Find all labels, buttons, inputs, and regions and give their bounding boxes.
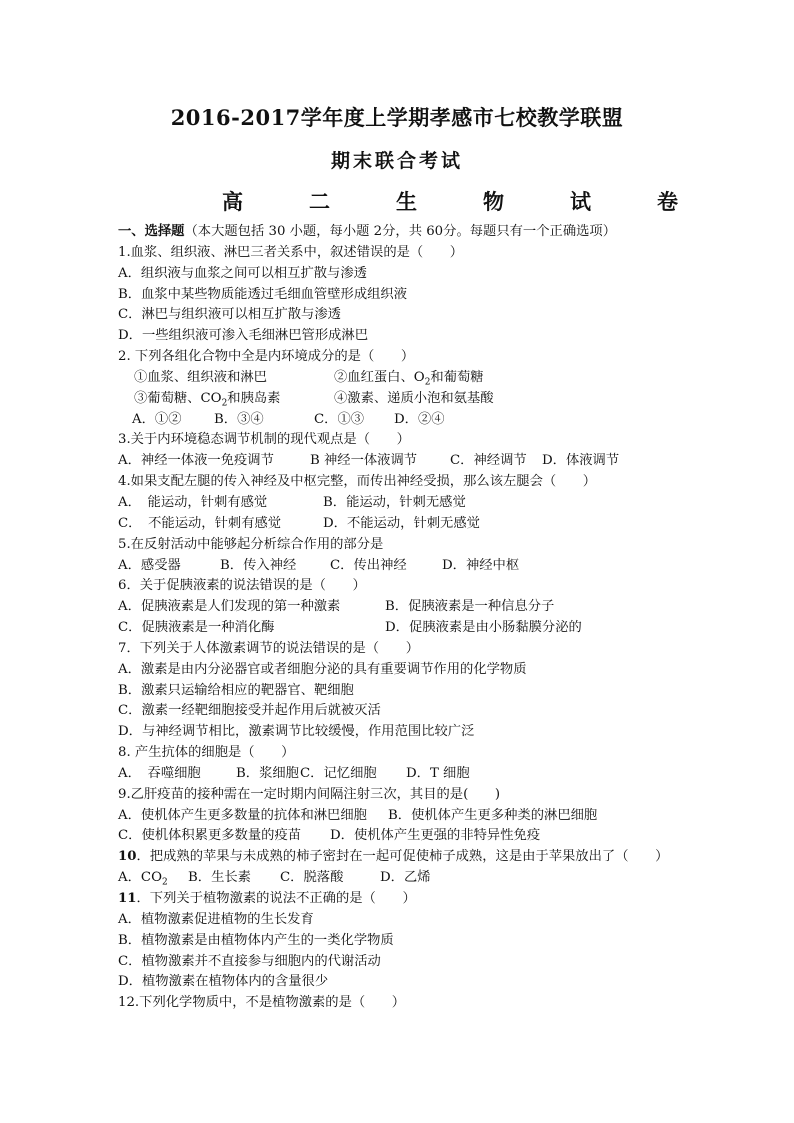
option-a: A．使机体产生更多数量的抗体和淋巴细胞 bbox=[118, 807, 367, 823]
question-stem: 7．下列关于人体激素调节的说法错误的是（ ） bbox=[118, 640, 419, 656]
options-row bbox=[118, 764, 678, 785]
options-row bbox=[118, 597, 678, 618]
options-row bbox=[118, 410, 678, 431]
option-d: D．体液调节 bbox=[542, 453, 620, 469]
option-d: D．使机体产生更强的非特异性免疫 bbox=[330, 828, 541, 844]
subject-char: 卷 bbox=[657, 189, 678, 214]
question-stem: 1.血浆、组织液、淋巴三者关系中，叙述错误的是（ ） bbox=[118, 244, 464, 260]
exam-subject-title bbox=[222, 186, 678, 216]
option-a: A．神经一体液一免疫调节 bbox=[118, 453, 274, 469]
question-number: 11 bbox=[118, 891, 137, 906]
option-c: C．植物激素并不直接参与细胞内的代谢活动 bbox=[118, 953, 381, 969]
option-d: D．不能运动，针刺无感觉 bbox=[323, 515, 480, 531]
option-a: A．组织液与血浆之间可以相互扩散与渗透 bbox=[118, 265, 367, 281]
question-stem: 5.在反射活动中能够起分析综合作用的部分是 bbox=[118, 536, 384, 552]
question-stem: 12.下列化学物质中，不是植物激素的是（ ） bbox=[118, 995, 406, 1011]
option-b: B．植物激素是由植物体内产生的一类化学物质 bbox=[118, 932, 394, 948]
question-stem: 11．下列关于植物激素的说法不正确的是（ ） bbox=[118, 891, 416, 906]
option-d: D．与神经调节相比，激素调节比较缓慢，作用范围比较广泛 bbox=[118, 724, 475, 740]
exam-title: 2016-2017学年度上学期孝感市七校教学联盟 bbox=[170, 105, 624, 130]
option-c: C．促胰液素是一种消化酶 bbox=[118, 620, 275, 636]
subject-char: 高 bbox=[222, 189, 243, 214]
q2-item-2: ②血红蛋白、$O_2$和葡萄糖 bbox=[334, 369, 484, 388]
option-a: A．①② bbox=[132, 411, 182, 427]
option-c: C．传出神经 bbox=[330, 557, 407, 573]
option-a: A．$CO_2$ bbox=[118, 870, 168, 888]
option-a: A．感受器 bbox=[118, 557, 181, 573]
option-b: B．激素只运输给相应的靶器官、靶细胞 bbox=[118, 682, 354, 698]
options-row bbox=[118, 826, 678, 847]
option-a: A．植物激素促进植物的生长发育 bbox=[118, 911, 314, 927]
option-d: D．T 细胞 bbox=[406, 765, 470, 781]
options-row bbox=[118, 868, 678, 889]
options-row bbox=[118, 451, 678, 472]
option-d: D．一些组织液可渗入毛细淋巴管形成淋巴 bbox=[118, 328, 369, 344]
subject-char: 试 bbox=[570, 189, 591, 214]
section-heading bbox=[118, 222, 678, 243]
option-b: B．③④ bbox=[214, 411, 264, 427]
option-c: C． 不能运动，针刺有感觉 bbox=[118, 515, 282, 531]
q2-items-row1 bbox=[118, 368, 678, 389]
option-b: B．生长素 bbox=[188, 870, 251, 886]
option-c: C．激素一经靶细胞接受并起作用后就被灭活 bbox=[118, 703, 381, 719]
option-d: D．②④ bbox=[394, 411, 445, 427]
section-note: （本大题包括 30 小题，每小题 2分，共 60分。每题只有一个正确选项） bbox=[184, 224, 617, 239]
option-d: D．促胰液素是由小肠黏膜分泌的 bbox=[385, 620, 582, 636]
q2-item-3: ③葡萄糖、$CO_2$和胰岛素 bbox=[134, 390, 281, 409]
option-b: B．传入神经 bbox=[220, 557, 297, 573]
option-a: A． 吞噬细胞 bbox=[118, 765, 201, 781]
q2-item-1: ①血浆、组织液和淋巴 bbox=[134, 369, 267, 385]
subject-char: 生 bbox=[396, 189, 417, 214]
options-row bbox=[118, 806, 678, 827]
option-b: B．使机体产生更多种类的淋巴细胞 bbox=[388, 807, 598, 823]
option-d: D．乙烯 bbox=[380, 870, 431, 886]
options-row bbox=[118, 493, 678, 514]
subject-char: 二 bbox=[309, 189, 330, 214]
option-c: C．记忆细胞 bbox=[300, 765, 377, 781]
option-c: C．①③ bbox=[314, 411, 365, 427]
section-title: 一、选择题 bbox=[118, 224, 185, 239]
question-stem: 3.关于内环境稳态调节机制的现代观点是（ ） bbox=[118, 432, 410, 448]
exam-subtitle: 期末联合考试 bbox=[330, 150, 463, 172]
option-a: A． 能运动，针刺有感觉 bbox=[118, 494, 268, 510]
option-b: B．能运动，针刺无感觉 bbox=[323, 494, 466, 510]
question-stem: 9.乙肝疫苗的接种需在一定时期内间隔注射三次，其目的是( ) bbox=[118, 786, 501, 802]
option-d: D．神经中枢 bbox=[442, 557, 520, 573]
question-stem: 2. 下列各组化合物中全是内环境成分的是（ ） bbox=[118, 349, 415, 365]
option-b: B．促胰液素是一种信息分子 bbox=[385, 599, 555, 615]
option-b: B．浆细胞 bbox=[236, 765, 299, 781]
options-row bbox=[118, 514, 678, 535]
exam-body bbox=[118, 222, 678, 1014]
option-d: D．植物激素在植物体内的含量很少 bbox=[118, 974, 329, 990]
option-a: A．激素是由内分泌器官或者细胞分泌的具有重要调节作用的化学物质 bbox=[118, 661, 527, 677]
q2-item-4: ④激素、递质小泡和氨基酸 bbox=[334, 390, 494, 406]
option-c: C．脱落酸 bbox=[280, 870, 344, 886]
option-b: B．血浆中某些物质能透过毛细血管壁形成组织液 bbox=[118, 286, 408, 302]
question-stem: 6．关于促胰液素的说法错误的是（ ） bbox=[118, 578, 366, 594]
question-stem: 4.如果支配左腿的传入神经及中枢完整，而传出神经受损，那么该左腿会（ ） bbox=[118, 474, 597, 490]
options-row bbox=[118, 556, 678, 577]
option-c: C．使机体积累更多数量的疫苗 bbox=[118, 828, 302, 844]
option-b: B 神经一体液调节 bbox=[310, 453, 418, 469]
options-row bbox=[118, 618, 678, 639]
question-number: 10 bbox=[118, 849, 137, 865]
option-a: A．促胰液素是人们发现的第一种激素 bbox=[118, 599, 341, 615]
q2-items-row2 bbox=[118, 389, 678, 410]
question-stem: 10．把成熟的苹果与未成熟的柿子密封在一起可促使柿子成熟，这是由于苹果放出了（ ） bbox=[118, 849, 669, 865]
subject-char: 物 bbox=[483, 189, 504, 214]
question-stem: 8. 产生抗体的细胞是（ ） bbox=[118, 745, 295, 761]
option-c: C．神经调节 bbox=[450, 453, 527, 469]
option-c: C．淋巴与组织液可以相互扩散与渗透 bbox=[118, 307, 341, 323]
